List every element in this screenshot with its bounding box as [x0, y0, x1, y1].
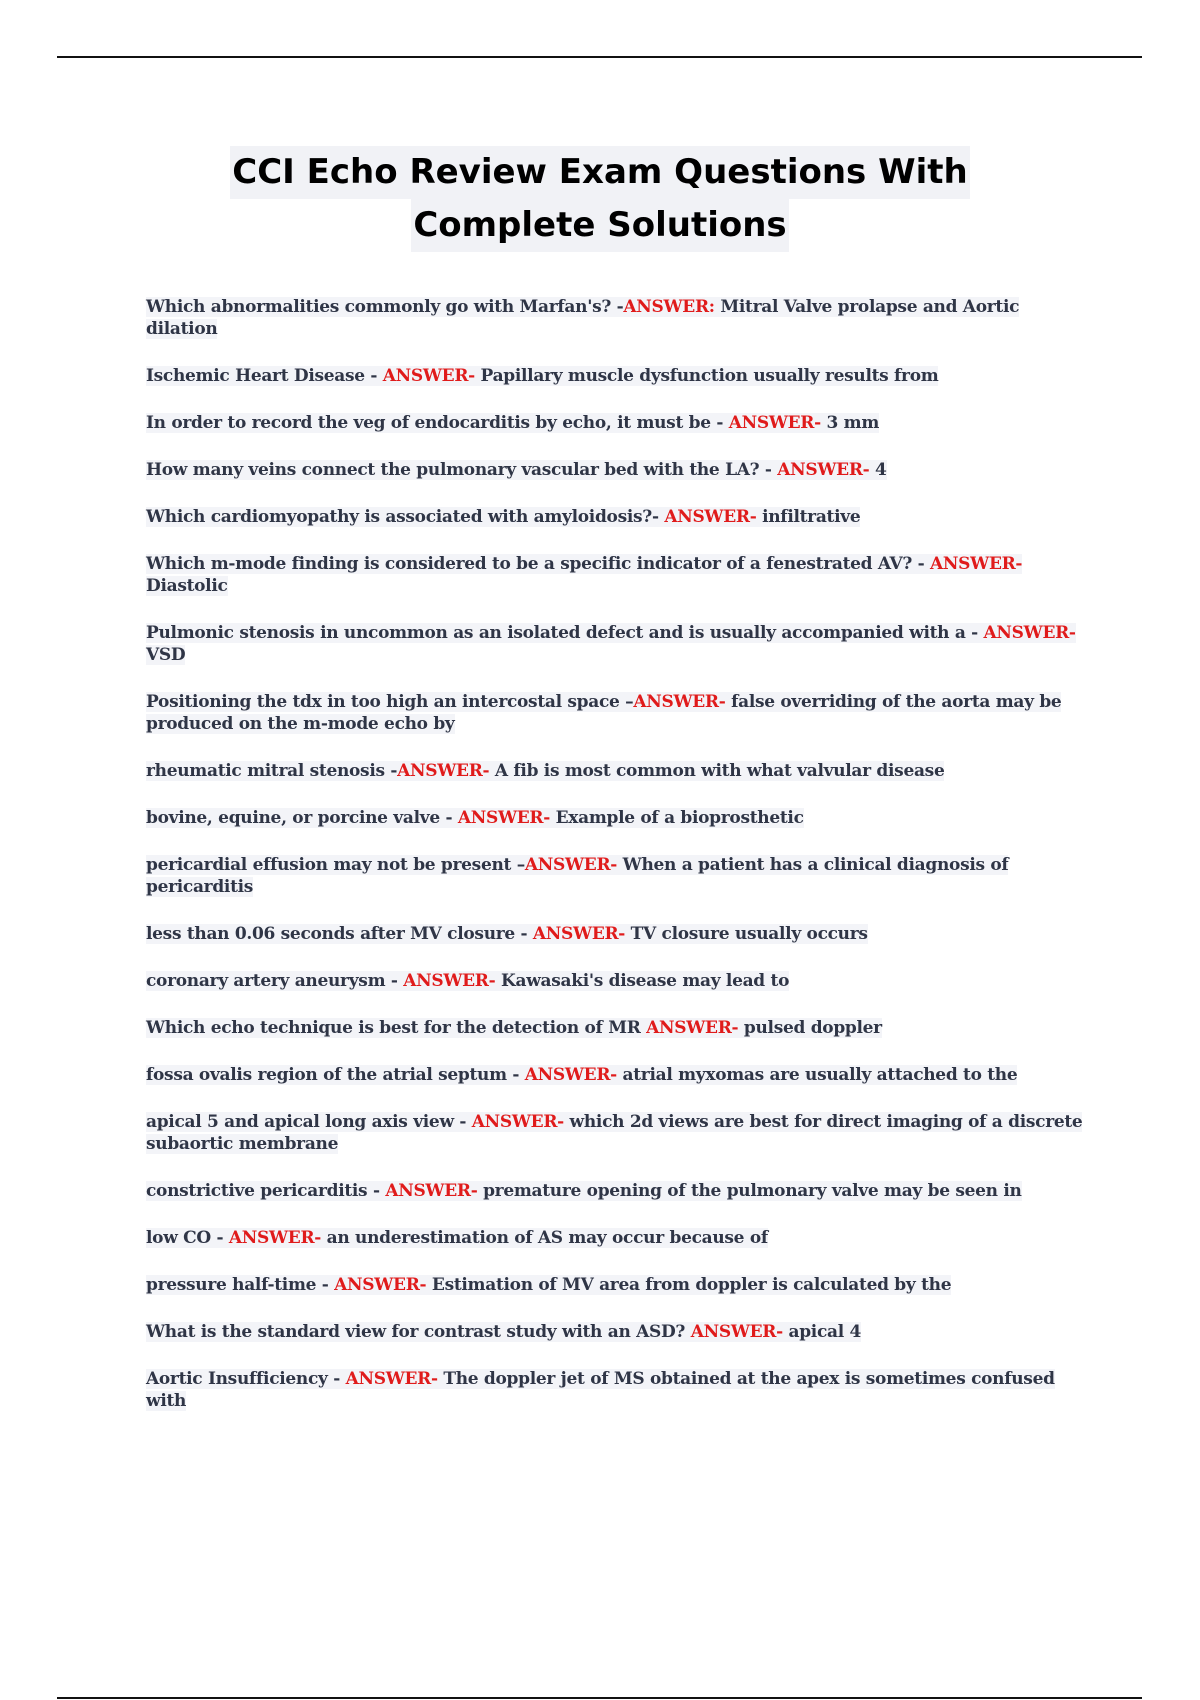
qa-item-19 [146, 1274, 1096, 1296]
qa-item-14 [146, 1017, 1096, 1039]
qa-item-7 [146, 622, 1096, 666]
answer-tag: ANSWER- [930, 554, 1023, 574]
answer-tag: ANSWER: [623, 297, 715, 317]
qa-text: coronary artery aneurysm - [146, 971, 404, 991]
qa-text: less than 0.06 seconds after MV closure - [146, 924, 533, 944]
qa-text: Positioning the tdx in too high an intercostal space – [146, 692, 634, 712]
qa-text: rheumatic mitral stenosis - [146, 761, 398, 781]
qa-text: The doppler jet of MS obtained at the apex is sometimes confused with [146, 1369, 1055, 1411]
qa-item-15 [146, 1064, 1096, 1086]
qa-item-16 [146, 1111, 1096, 1155]
qa-text: TV closure usually occurs [625, 924, 868, 944]
title-line-1: CCI Echo Review Exam Questions With [230, 146, 969, 199]
qa-text: How many veins connect the pulmonary vascular bed with the LA? - [146, 460, 778, 480]
answer-tag: ANSWER- [690, 1322, 783, 1342]
qa-text: Mitral Valve prolapse and Aortic dilation [146, 297, 1020, 339]
qa-item-9 [146, 760, 1096, 782]
qa-text: Which m-mode finding is considered to be a specific indicator of a fenestrated AV? - [146, 554, 931, 574]
qa-text: What is the standard view for contrast study with an ASD? [146, 1322, 691, 1342]
qa-item-4 [146, 459, 1096, 481]
qa-text: infiltrative [756, 507, 861, 527]
qa-text: Which abnormalities commonly go with Marfan's? - [146, 297, 624, 317]
answer-tag: ANSWER- [382, 366, 475, 386]
answer-tag: ANSWER- [777, 460, 870, 480]
qa-text: pressure half-time - [146, 1275, 335, 1295]
answer-tag: ANSWER- [633, 692, 726, 712]
qa-text: Which cardiomyopathy is associated with amyloidosis?- [146, 507, 665, 527]
answer-tag: ANSWER- [983, 623, 1076, 643]
qa-item-6 [146, 553, 1096, 597]
answer-tag: ANSWER- [345, 1369, 438, 1389]
qa-text: A fib is most common with what valvular disease [489, 761, 945, 781]
qa-item-18 [146, 1227, 1096, 1249]
qa-text: 4 [869, 460, 887, 480]
qa-text: Estimation of MV area from doppler is calculated by the [426, 1275, 952, 1295]
qa-text: which 2d views are best for direct imaging of a discrete subaortic membrane [146, 1112, 1083, 1154]
qa-text: an underestimation of AS may occur because of [321, 1228, 768, 1248]
qa-item-13 [146, 970, 1096, 992]
qa-item-5 [146, 506, 1096, 528]
qa-text: In order to record the veg of endocarditis by echo, it must be - [146, 413, 729, 433]
qa-text: apical 4 [782, 1322, 862, 1342]
qa-text: Papillary muscle dysfunction usually results from [474, 366, 939, 386]
qa-text: Diastolic [146, 576, 228, 596]
qa-text: Kawasaki's disease may lead to [495, 971, 790, 991]
answer-tag: ANSWER- [397, 761, 490, 781]
answer-tag: ANSWER- [532, 924, 626, 944]
qa-text: Which echo technique is best for the detection of MR [146, 1018, 647, 1038]
qa-text: false overriding of the aorta may be produced on the m-mode echo by [146, 692, 1062, 734]
qa-item-20 [146, 1321, 1096, 1343]
top-rule [57, 56, 1142, 58]
qa-text: VSD [146, 645, 186, 665]
qa-text: pericardial effusion may not be present – [146, 855, 525, 875]
answer-tag: ANSWER- [471, 1112, 564, 1132]
answer-tag: ANSWER- [334, 1275, 427, 1295]
qa-text: 3 mm [820, 413, 880, 433]
qa-text: bovine, equine, or porcine valve - [146, 808, 458, 828]
qa-text: Example of a bioprosthetic [550, 808, 804, 828]
qa-text: constrictive pericarditis - [146, 1181, 386, 1201]
answer-tag: ANSWER- [728, 413, 821, 433]
answer-tag: ANSWER- [524, 1065, 617, 1085]
answer-tag: ANSWER- [385, 1181, 478, 1201]
title-line-2: Complete Solutions [411, 199, 788, 252]
qa-text: Pulmonic stenosis in uncommon as an isolated defect and is usually accompanied with a - [146, 623, 984, 643]
qa-text: fossa ovalis region of the atrial septum - [146, 1065, 525, 1085]
qa-text: Aortic Insufficiency - [146, 1369, 346, 1389]
qa-text: When a patient has a clinical diagnosis of pericarditis [146, 855, 1009, 897]
qa-item-11 [146, 854, 1096, 898]
qa-text: premature opening of the pulmonary valve may be seen in [477, 1181, 1022, 1201]
qa-item-1 [146, 296, 1096, 340]
qa-item-21 [146, 1368, 1096, 1412]
qa-text: Ischemic Heart Disease - [146, 366, 383, 386]
answer-tag: ANSWER- [457, 808, 550, 828]
bottom-rule [57, 1697, 1142, 1699]
qa-text: pulsed doppler [738, 1018, 882, 1038]
qa-item-12 [146, 923, 1096, 945]
qa-item-2 [146, 365, 1096, 387]
qa-text: apical 5 and apical long axis view - [146, 1112, 472, 1132]
qa-item-3 [146, 412, 1096, 434]
qa-item-10 [146, 807, 1096, 829]
answer-tag: ANSWER- [403, 971, 496, 991]
document-title [0, 146, 1200, 252]
qa-list [146, 296, 1096, 1437]
answer-tag: ANSWER- [228, 1228, 322, 1248]
qa-text: low CO - [146, 1228, 229, 1248]
answer-tag: ANSWER- [664, 507, 757, 527]
qa-item-17 [146, 1180, 1096, 1202]
qa-item-8 [146, 691, 1096, 735]
answer-tag: ANSWER- [646, 1018, 739, 1038]
qa-text: atrial myxomas are usually attached to the [616, 1065, 1018, 1085]
answer-tag: ANSWER- [524, 855, 618, 875]
